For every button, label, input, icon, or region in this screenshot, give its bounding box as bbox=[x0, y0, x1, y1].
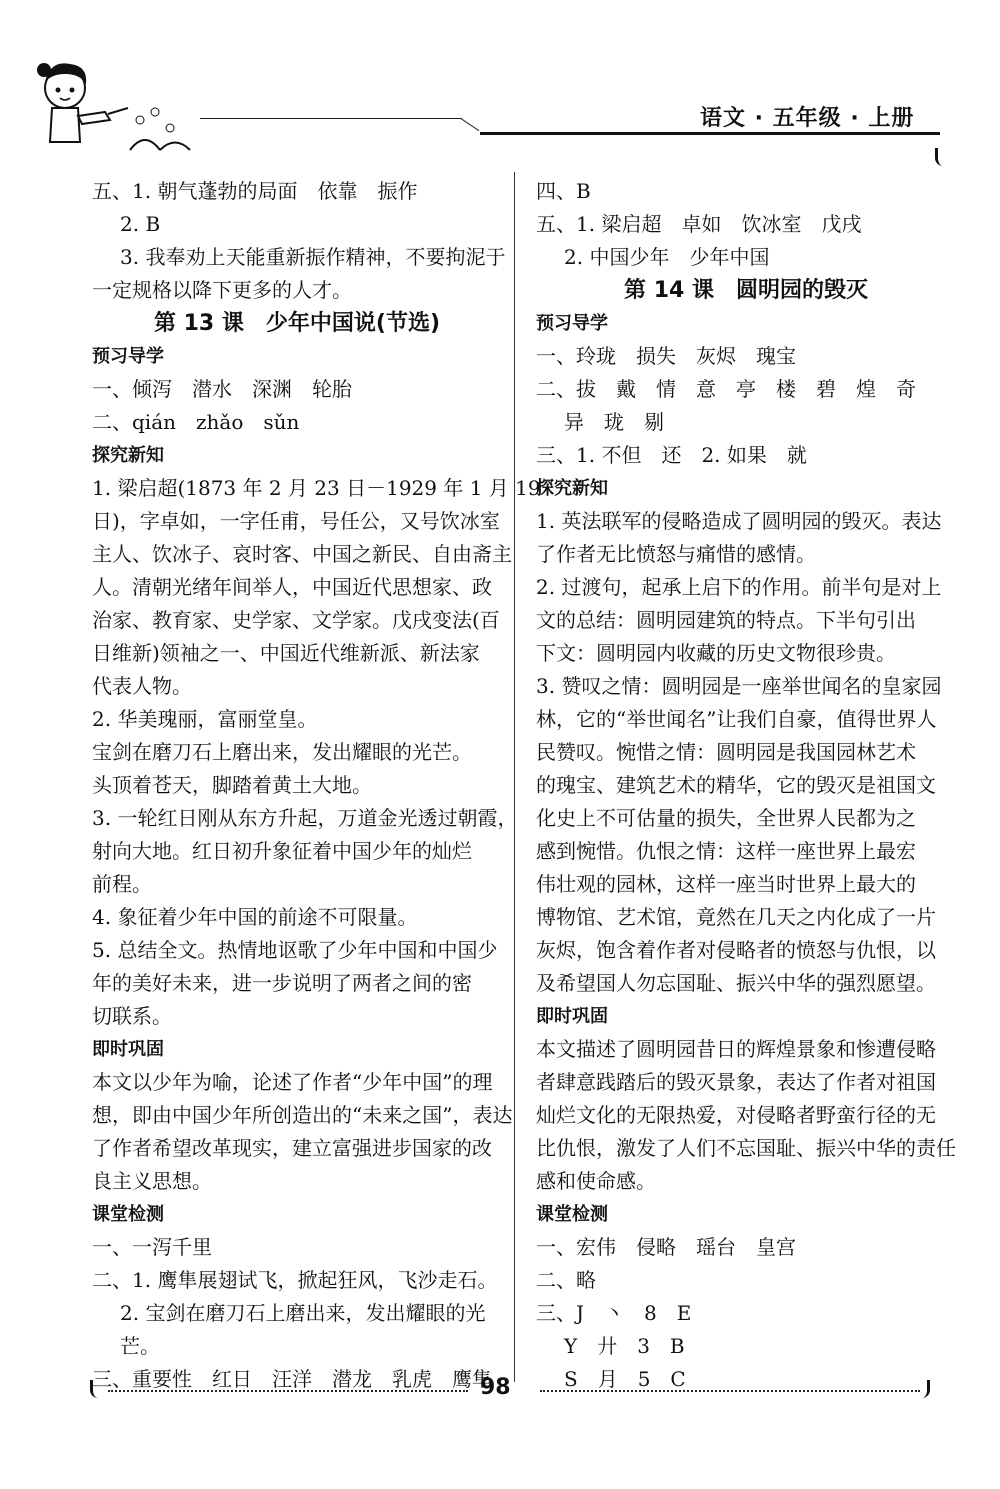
answer-line: 二、qián zhǎo sǔn bbox=[92, 410, 300, 434]
right-consolidate-text bbox=[536, 1033, 956, 1198]
left-explore-answers bbox=[92, 472, 541, 1033]
paragraph-line: 灿烂文化的无限热爱，对侵略者野蛮行径的无 bbox=[536, 1103, 936, 1127]
answer-line: 2. 华美瑰丽，富丽堂皇。 bbox=[92, 707, 318, 731]
answer-line: 治家、教育家、史学家、文学家。戊戌变法(百 bbox=[92, 608, 500, 632]
answer-line: 灰烬，饱含着作者对侵略者的愤怒与仇恨，以 bbox=[536, 938, 936, 962]
right-column bbox=[536, 175, 956, 1396]
paragraph-line: 想，即由中国少年所创造出的“未来之国”，表达 bbox=[92, 1103, 513, 1127]
right-explore-answers bbox=[536, 505, 956, 1000]
page-number: 98 bbox=[480, 1375, 511, 1400]
paragraph-line: 良主义思想。 bbox=[92, 1169, 212, 1193]
answer-line: 芒。 bbox=[120, 1334, 160, 1358]
paragraph-line: 感和使命感。 bbox=[536, 1169, 656, 1193]
answer-line: 及希望国人勿忘国耻、振兴中华的强烈愿望。 bbox=[536, 971, 936, 995]
answer-line: 2. 中国少年 少年中国 bbox=[564, 245, 770, 269]
answer-line: 一、宏伟 侵略 瑶台 皇宫 bbox=[536, 1235, 796, 1259]
answer-line: 一、玲珑 损失 灰烬 瑰宝 bbox=[536, 344, 796, 368]
answer-line: 伟壮观的园林，这样一座当时世界上最大的 bbox=[536, 872, 916, 896]
answer-line: 前程。 bbox=[92, 872, 152, 896]
answer-line: 2. 宝剑在磨刀石上磨出来，发出耀眼的光 bbox=[120, 1301, 486, 1325]
answer-line: 二、1. 鹰隼展翅试飞，掀起狂风，飞沙走石。 bbox=[92, 1268, 498, 1292]
answer-line: 年的美好未来，进一步说明了两者之间的密 bbox=[92, 971, 472, 995]
footer-left-mark bbox=[90, 1380, 103, 1398]
right-consolidate-heading: 即时巩固 bbox=[536, 1006, 608, 1027]
paragraph-line: 者肆意践踏后的毁灭景象，表达了作者对祖国 bbox=[536, 1070, 936, 1094]
left-consolidate-text bbox=[92, 1066, 513, 1198]
answer-line: 代表人物。 bbox=[92, 674, 192, 698]
right-top-answers bbox=[536, 175, 956, 274]
answer-line: 博物馆、艺术馆，竟然在几天之内化成了一片 bbox=[536, 905, 936, 929]
girl-watering-mascot-icon bbox=[30, 50, 210, 160]
paragraph-line: 比仇恨，激发了人们不忘国耻、振兴中华的责任 bbox=[536, 1136, 956, 1160]
answer-line: 一定规格以降下更多的人才。 bbox=[92, 278, 352, 302]
answer-line: Y 廾 3 B bbox=[564, 1334, 685, 1358]
footer-rule-left bbox=[108, 1390, 468, 1392]
answer-line: 日)，字卓如，一字任甫，号任公，又号饮冰室 bbox=[92, 509, 500, 533]
left-class-answers bbox=[92, 1231, 502, 1396]
answer-line: 2. B bbox=[120, 212, 161, 236]
answer-line: 宝剑在磨刀石上磨出来，发出耀眼的光芒。 bbox=[92, 740, 472, 764]
answer-line: 一、倾泻 潜水 深渊 轮胎 bbox=[92, 377, 352, 401]
footer-rule-right bbox=[540, 1390, 920, 1392]
answer-line: 3. 一轮红日刚从东方升起，万道金光透过朝霞， bbox=[92, 806, 518, 830]
left-column bbox=[92, 175, 541, 1396]
header-rule-slant bbox=[460, 118, 479, 131]
answer-line: 3. 我奉劝上天能重新振作精神，不要拘泥于 bbox=[120, 245, 506, 269]
left-preview-answers bbox=[92, 373, 502, 439]
column-divider bbox=[514, 172, 515, 1382]
answer-line: 3. 赞叹之情：圆明园是一座举世闻名的皇家园 bbox=[536, 674, 942, 698]
answer-line: 切联系。 bbox=[92, 1004, 172, 1028]
paragraph-line: 了作者希望改革现实，建立富强进步国家的改 bbox=[92, 1136, 492, 1160]
answer-line: 头顶着苍天，脚踏着黄土大地。 bbox=[92, 773, 372, 797]
right-preview-answers bbox=[536, 340, 956, 472]
paragraph-line: 本文以少年为喻，论述了作者“少年中国”的理 bbox=[92, 1070, 493, 1094]
answer-line: 4. 象征着少年中国的前途不可限量。 bbox=[92, 905, 418, 929]
left-class-heading: 课堂检测 bbox=[92, 1204, 164, 1225]
answer-line: 五、1. 朝气蓬勃的局面 依靠 振作 bbox=[92, 179, 418, 203]
answer-line: 三、1. 不但 还 2. 如果 就 bbox=[536, 443, 807, 467]
answer-line: 一、一泻千里 bbox=[92, 1235, 212, 1259]
answer-line: 三、重要性 红日 汪洋 潜龙 乳虎 鹰隼 bbox=[92, 1367, 492, 1391]
answer-line: 文的总结：圆明园建筑的特点。下半句引出 bbox=[536, 608, 916, 632]
answer-line: 下文：圆明园内收藏的历史文物很珍贵。 bbox=[536, 641, 896, 665]
answer-line: 射向大地。红日初升象征着中国少年的灿烂 bbox=[92, 839, 472, 863]
right-explore-heading: 探究新知 bbox=[536, 478, 608, 499]
header-title: 语文 · 五年级 · 上册 bbox=[700, 106, 915, 131]
answer-line: 林，它的“举世闻名”让我们自豪，值得世界人 bbox=[536, 707, 937, 731]
answer-line: 2. 过渡句，起承上启下的作用。前半句是对上 bbox=[536, 575, 942, 599]
answer-line: 异 珑 剔 bbox=[564, 410, 664, 434]
paragraph-line: 本文描述了圆明园昔日的辉煌景象和惨遭侵略 bbox=[536, 1037, 936, 1061]
left-preview-heading: 预习导学 bbox=[92, 346, 164, 367]
answer-line: 三、J 丶 8 E bbox=[536, 1301, 692, 1325]
answer-line: 五、1. 梁启超 卓如 饮冰室 戊戌 bbox=[536, 212, 862, 236]
answer-line: 四、B bbox=[536, 179, 591, 203]
answer-line: 主人、饮冰子、哀时客、中国之新民、自由斋主 bbox=[92, 542, 512, 566]
header-rule bbox=[200, 118, 462, 119]
answer-line: 二、拔 戴 情 意 亭 楼 碧 煌 奇 bbox=[536, 377, 916, 401]
header-corner-mark bbox=[935, 148, 948, 166]
header-rule-thick bbox=[480, 132, 940, 135]
answer-line: 人。清朝光绪年间举人，中国近代思想家、政 bbox=[92, 575, 492, 599]
answer-line: 日维新)领袖之一、中国近代维新派、新法家 bbox=[92, 641, 480, 665]
lesson-13-title: 第 13 课 少年中国说(节选) bbox=[153, 311, 441, 336]
answer-line: 化史上不可估量的损失，全世界人民都为之 bbox=[536, 806, 916, 830]
answer-line: S 月 5 C bbox=[564, 1367, 686, 1391]
lesson-14-title: 第 14 课 圆明园的毁灭 bbox=[624, 278, 868, 303]
answer-line: 二、略 bbox=[536, 1268, 596, 1292]
answer-line: 感到惋惜。仇恨之情：这样一座世界上最宏 bbox=[536, 839, 916, 863]
right-preview-heading: 预习导学 bbox=[536, 313, 608, 334]
answer-line: 的瑰宝、建筑艺术的精华，它的毁灭是祖国文 bbox=[536, 773, 936, 797]
right-class-answers bbox=[536, 1231, 956, 1396]
answer-line: 1. 梁启超(1873 年 2 月 23 日－1929 年 1 月 19 bbox=[92, 476, 541, 500]
answer-line: 5. 总结全文。热情地讴歌了少年中国和中国少 bbox=[92, 938, 498, 962]
left-top-answers bbox=[92, 175, 506, 307]
left-explore-heading: 探究新知 bbox=[92, 445, 164, 466]
answer-line: 1. 英法联军的侵略造成了圆明园的毁灭。表达 bbox=[536, 509, 942, 533]
left-consolidate-heading: 即时巩固 bbox=[92, 1039, 164, 1060]
right-class-heading: 课堂检测 bbox=[536, 1204, 608, 1225]
answer-line: 了作者无比愤怒与痛惜的感情。 bbox=[536, 542, 816, 566]
answer-line: 民赞叹。惋惜之情：圆明园是我国园林艺术 bbox=[536, 740, 916, 764]
